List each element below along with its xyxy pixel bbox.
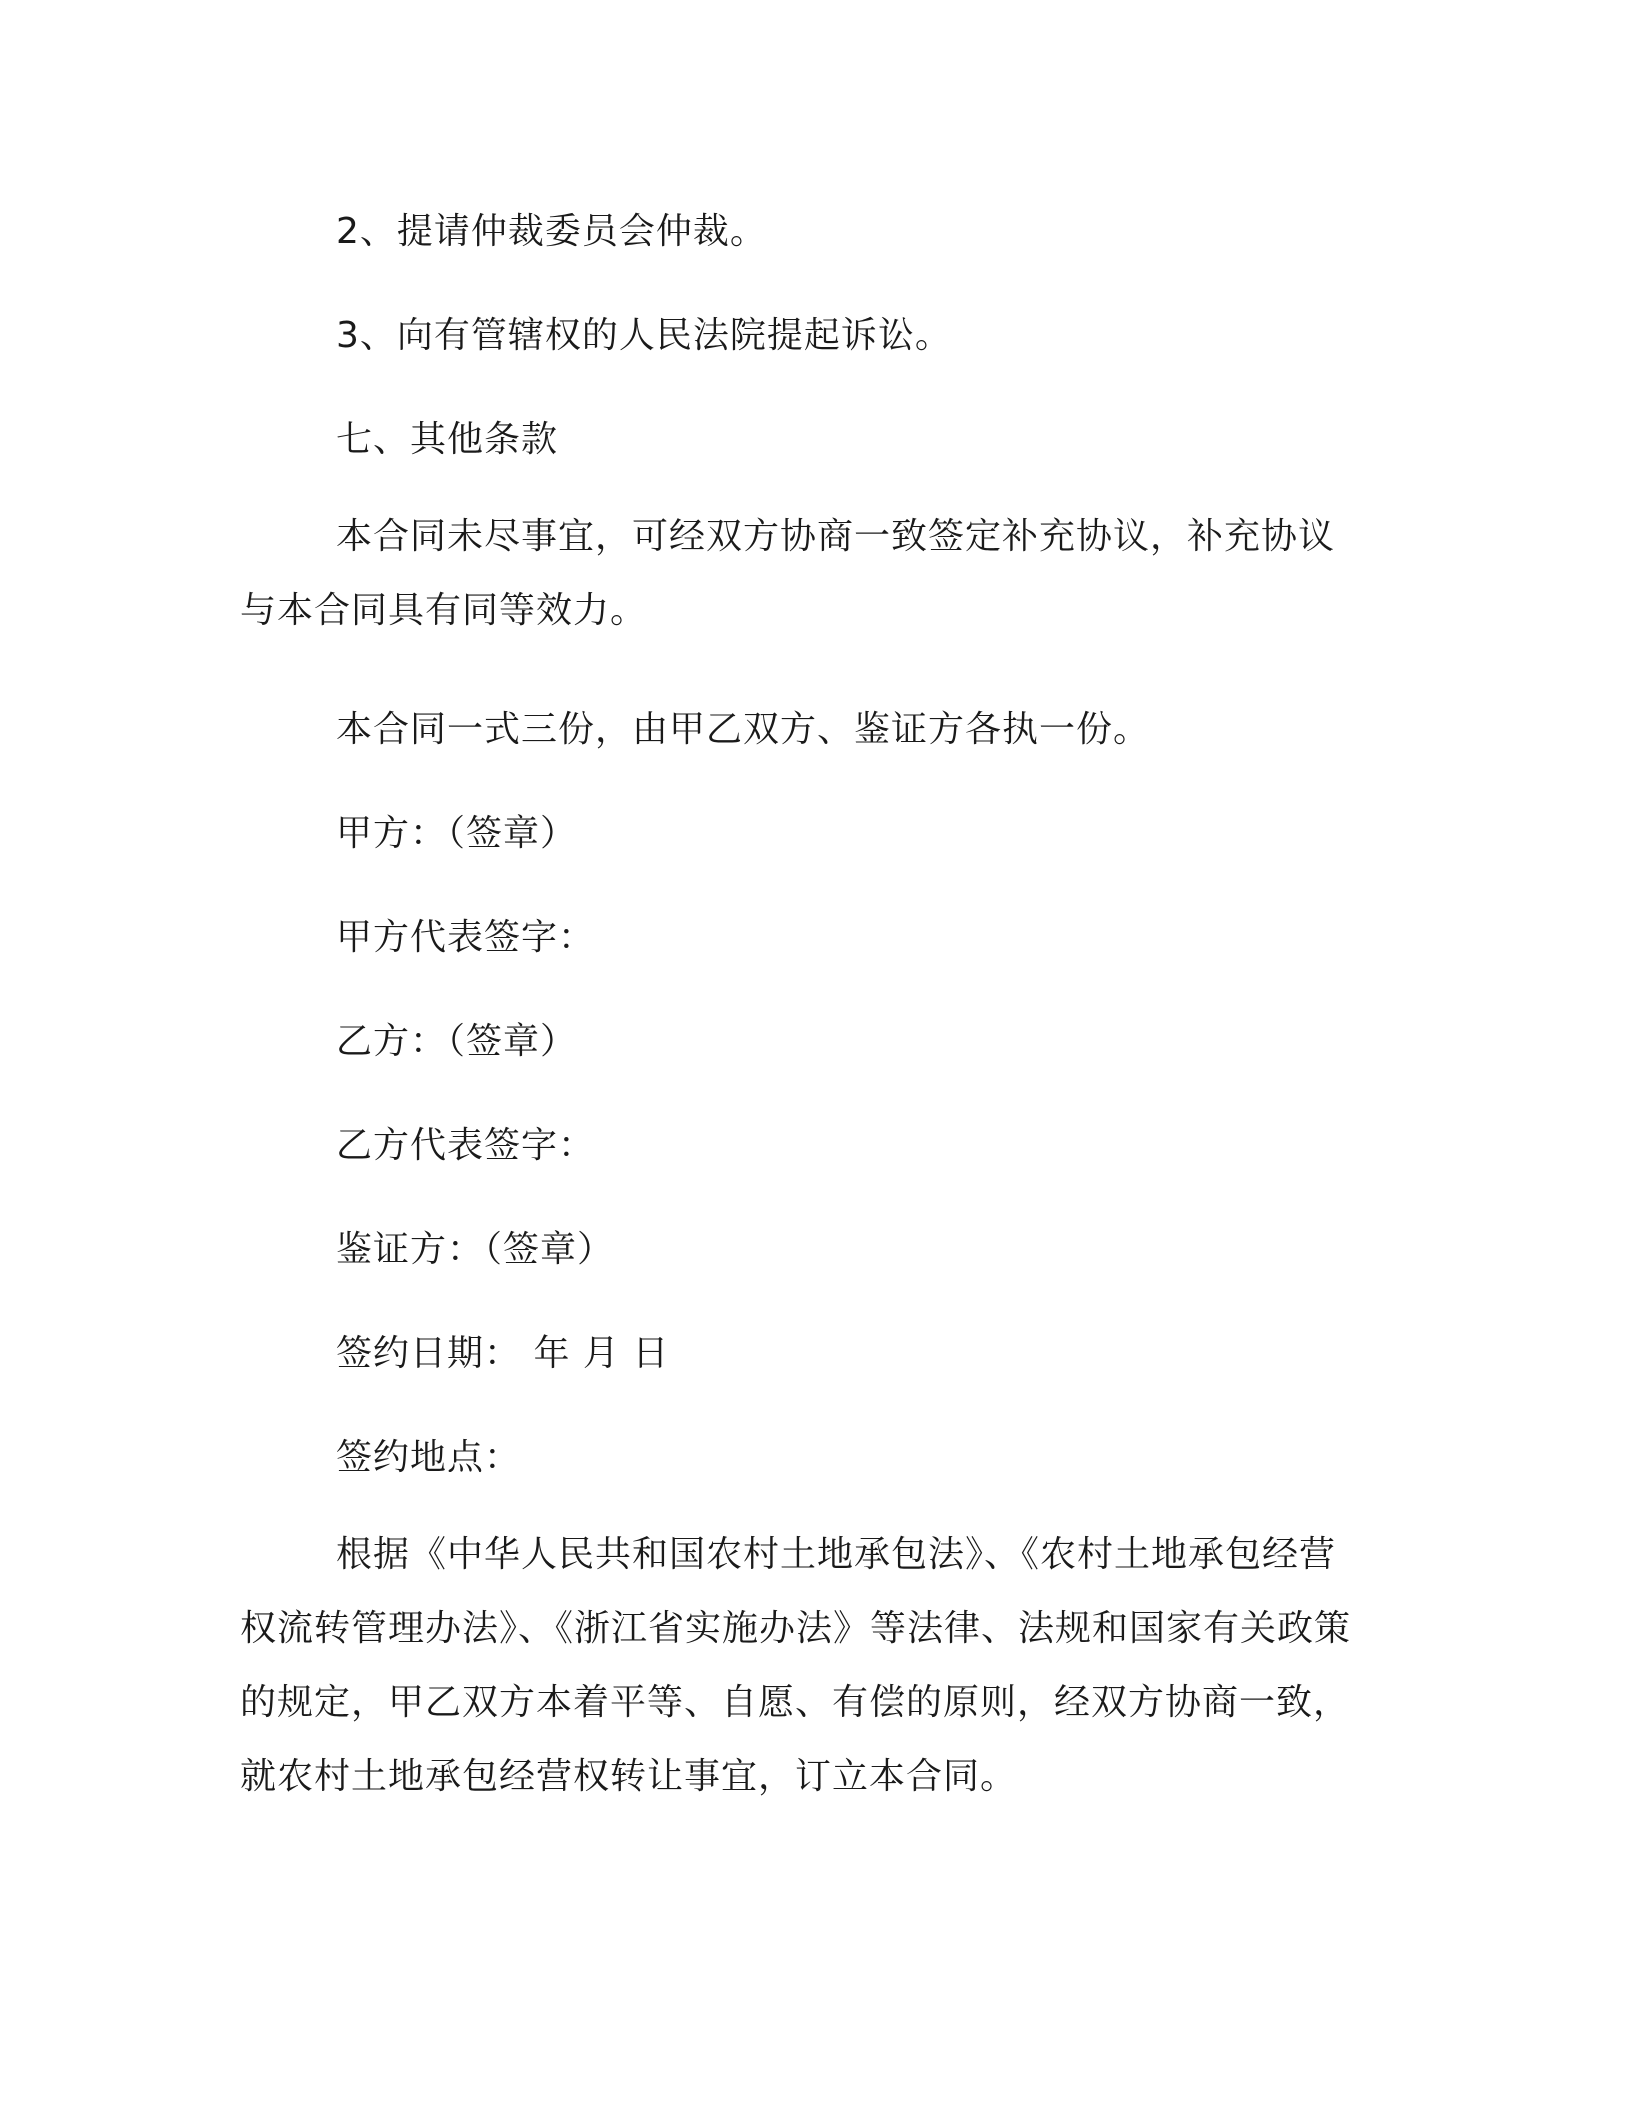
document-body (240, 180, 1370, 1862)
signing-place: 签约地点： (336, 1437, 522, 1478)
signature-notary: 鉴证方：（签章） (336, 1229, 615, 1270)
section-heading-other-terms: 七、其他条款 (336, 419, 559, 460)
paragraph-copies: 本合同一式三份，由甲乙双方、鉴证方各执一份。 (336, 709, 1151, 750)
signature-party-b: 乙方：（签章） (336, 1021, 578, 1062)
paragraph-legal-basis: 根据《中华人民共和国农村土地承包法》、《农村土地承包经营权流转管理办法》、《浙江省实施办法》等法律、法规和国家有关政策的规定，甲乙双方本着平等、自愿、有偿的原则，经双方协商一致，就农村土地承包经营权转让事宜，订立本合同。 (240, 1534, 1352, 1797)
signature-party-a-rep: 甲方代表签字： (336, 917, 596, 958)
clause-item-litigation: 3、向有管辖权的人民法院提起诉讼。 (336, 315, 952, 356)
clause-item-arbitration: 2、提请仲裁委员会仲裁。 (336, 211, 767, 252)
paragraph-supplement: 本合同未尽事宜，可经双方协商一致签定补充协议，补充协议与本合同具有同等效力。 (240, 516, 1336, 631)
signature-party-a: 甲方：（签章） (336, 813, 578, 854)
signature-party-b-rep: 乙方代表签字： (336, 1125, 596, 1166)
signing-date: 签约日期： 年 月 日 (336, 1333, 670, 1374)
